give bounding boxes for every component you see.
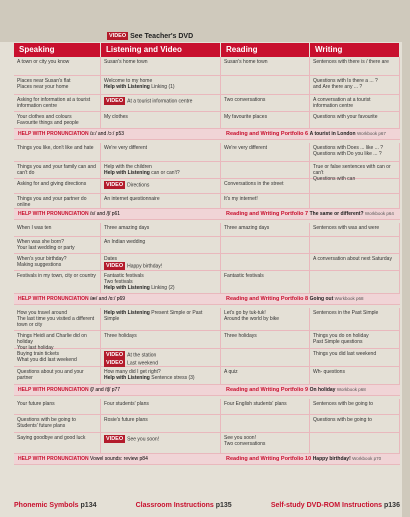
contents-table xyxy=(14,43,400,468)
cell-writing: Questions with be going to xyxy=(310,415,400,432)
pronunciation-note: HELP WITH PRONUNCIATION /æ/ and /ɑː/ p69 xyxy=(18,296,126,302)
video-note xyxy=(107,32,193,40)
cell-speaking: Your future plans xyxy=(14,399,101,414)
cell-writing xyxy=(310,237,400,253)
header-listening: Listening and Video xyxy=(101,43,221,57)
table-row xyxy=(14,415,400,433)
header-writing: Writing xyxy=(310,43,400,57)
cell-listening: An Indian wedding xyxy=(101,237,221,253)
cell-reading: Four English students' plans xyxy=(221,399,310,414)
cell-listening: My clothes xyxy=(101,112,221,128)
footer-phonemic[interactable]: Phonemic Symbols p134 xyxy=(14,502,97,509)
cell-listening: Welcome to my home Help with Listening Linking (1) xyxy=(101,76,221,94)
cell-listening: Three holidays xyxy=(101,331,221,348)
cell-listening: VIDEO At the station VIDEO Last weekend xyxy=(101,349,221,366)
cell-writing: Wh- questions xyxy=(310,367,400,384)
cell-listening: Dates VIDEO Happy birthday! xyxy=(101,254,221,270)
cell-listening: VIDEO At a tourist information centre xyxy=(101,95,221,111)
cell-writing: Questions with Is there a ... ? and Are there any ... ? xyxy=(310,76,400,94)
pronunciation-note: HELP WITH PRONUNCIATION /s/ and /ʃ/ p61 xyxy=(18,211,121,217)
portfolio-note: Reading and Writing Portfolio 8 Going out Workbook p68 xyxy=(226,296,364,302)
video-note-text: See Teacher's DVD xyxy=(130,32,194,40)
video-tag: VIDEO xyxy=(106,360,124,366)
portfolio-note: Reading and Writing Portfolio 6 A tourist in London Workbook p67 xyxy=(226,131,386,137)
cell-reading: My favourite places xyxy=(221,112,310,128)
table-row xyxy=(14,179,400,194)
cell-listening: Rosie's future plans xyxy=(101,415,221,432)
table-row xyxy=(14,367,400,385)
footer-classroom[interactable]: Classroom Instructions p135 xyxy=(135,502,232,509)
unit-summary-band xyxy=(14,129,400,140)
cell-writing: Sentences with be going to xyxy=(310,399,400,414)
cell-reading: See you soon! Two conversations xyxy=(221,433,310,453)
cell-speaking: Questions about you and your partner xyxy=(14,367,101,384)
cell-writing: A conversation at a tourist information centre xyxy=(310,95,400,111)
table-row xyxy=(14,143,400,162)
table-row xyxy=(14,271,400,294)
cell-reading: We're very different xyxy=(221,143,310,161)
cell-writing: A conversation about next Saturday xyxy=(310,254,400,270)
pronunciation-note: HELP WITH PRONUNCIATION Vowel sounds: review p84 xyxy=(18,456,148,462)
cell-listening: VIDEO See you soon! xyxy=(101,433,221,453)
pronunciation-note: HELP WITH PRONUNCIATION /ɜː/ and /ɔː/ p53 xyxy=(18,131,125,137)
cell-listening: Four students' plans xyxy=(101,399,221,414)
cell-listening: How many did I get right? Help with Listening Sentence stress (3) xyxy=(101,367,221,384)
cell-listening: Susan's home town xyxy=(101,57,221,75)
cell-speaking: Things you and your family can and can't do xyxy=(14,162,101,178)
cell-speaking: Questions with be going to Students' future plans xyxy=(14,415,101,432)
cell-reading xyxy=(221,415,310,432)
cell-writing: Things you do on holiday Past Simple questions xyxy=(310,331,400,348)
table-body xyxy=(14,57,400,468)
table-row xyxy=(14,331,400,349)
cell-reading xyxy=(221,237,310,253)
table-row xyxy=(14,433,400,454)
cell-listening: Fantastic festivals Two festivals Help with Listening Linking (2) xyxy=(101,271,221,293)
header-reading: Reading xyxy=(221,43,310,57)
cell-reading xyxy=(221,76,310,94)
cell-reading: Conversations in the street xyxy=(221,179,310,193)
cell-reading: Two conversations xyxy=(221,95,310,111)
cell-speaking: When's your birthday? Making suggestions xyxy=(14,254,101,270)
cell-speaking: Festivals in my town, city or country xyxy=(14,271,101,293)
video-tag: VIDEO xyxy=(106,182,124,188)
table-row xyxy=(14,76,400,95)
video-tag: VIDEO xyxy=(106,98,124,104)
page-edge xyxy=(402,0,410,517)
cell-writing xyxy=(310,271,400,293)
unit-summary-band xyxy=(14,294,400,305)
table-row xyxy=(14,308,400,331)
cell-writing: Sentences with was and were xyxy=(310,223,400,236)
cell-writing xyxy=(310,433,400,453)
page-header-band xyxy=(0,0,410,42)
portfolio-note: Reading and Writing Portfolio 9 On holiday Workbook p68 xyxy=(226,387,366,393)
unit-summary-band xyxy=(14,454,400,465)
cell-speaking: Asking for and giving directions xyxy=(14,179,101,193)
cell-speaking: Your clothes and colours Favourite things and people xyxy=(14,112,101,128)
table-row xyxy=(14,349,400,367)
cell-speaking: Saying goodbye and good luck xyxy=(14,433,101,453)
table-row xyxy=(14,95,400,112)
cell-speaking: Things you and your partner do online xyxy=(14,194,101,208)
unit-summary-band xyxy=(14,209,400,220)
cell-speaking: How you travel around The last time you visited a different town or city xyxy=(14,308,101,330)
cell-reading xyxy=(221,162,310,178)
cell-writing xyxy=(310,194,400,208)
cell-speaking: Things you like, don't like and hate xyxy=(14,143,101,161)
cell-reading: Susan's home town xyxy=(221,57,310,75)
footer-dvd[interactable]: Self-study DVD-ROM Instructions p136 xyxy=(270,502,400,509)
video-tag: VIDEO xyxy=(106,436,124,442)
footer xyxy=(14,502,400,509)
cell-reading: Let's go by tuk-tuk! Around the world by bike xyxy=(221,308,310,330)
cell-speaking: When was she born? Your last wedding or party xyxy=(14,237,101,253)
cell-writing: Sentences with there is / there are xyxy=(310,57,400,75)
cell-writing: Things you did last weekend xyxy=(310,349,400,366)
cell-reading: Three amazing days xyxy=(221,223,310,236)
table-row xyxy=(14,223,400,237)
portfolio-note: Reading and Writing Portfolio 10 Happy birthday! Workbook p70 xyxy=(226,456,382,462)
cell-writing xyxy=(310,179,400,193)
cell-listening: We're very different xyxy=(101,143,221,161)
cell-listening: VIDEO Directions xyxy=(101,179,221,193)
cell-writing: True or false sentences with can or can't Questions with can xyxy=(310,162,400,178)
table-row xyxy=(14,254,400,271)
table-row xyxy=(14,194,400,209)
cell-reading xyxy=(221,254,310,270)
cell-listening: Help with the children Help with Listening can or can't? xyxy=(101,162,221,178)
table-header xyxy=(14,43,400,57)
table-row xyxy=(14,162,400,182)
portfolio-note: Reading and Writing Portfolio 7 The same or different? Workbook p64 xyxy=(226,211,394,217)
cell-writing: Sentences in the Past Simple xyxy=(310,308,400,330)
cell-speaking: Asking for information at a tourist information centre xyxy=(14,95,101,111)
video-tag: VIDEO xyxy=(106,263,124,269)
cell-writing: Questions with Does ... like ... ? Questions with Do you like ... ? xyxy=(310,143,400,161)
table-row xyxy=(14,399,400,415)
cell-speaking: Buying train tickets What you did last weekend xyxy=(14,349,101,366)
cell-reading: Fantastic festivals xyxy=(221,271,310,293)
cell-listening: Help with Listening Present Simple or Past Simple xyxy=(101,308,221,330)
video-tag: VIDEO xyxy=(106,352,124,358)
unit-summary-band xyxy=(14,385,400,396)
table-row xyxy=(14,57,400,76)
cell-speaking: When I was ten xyxy=(14,223,101,236)
cell-reading: It's my internet! xyxy=(221,194,310,208)
pronunciation-note: HELP WITH PRONUNCIATION /ʃ/ and /tʃ/ p77 xyxy=(18,387,121,393)
cell-reading: A quiz xyxy=(221,367,310,384)
cell-speaking: A town or city you know xyxy=(14,57,101,75)
table-row xyxy=(14,112,400,129)
cell-writing: Questions with your favourite xyxy=(310,112,400,128)
table-row xyxy=(14,237,400,254)
cell-speaking: Places near Susan's flat Places near your home xyxy=(14,76,101,94)
cell-listening: An internet questionnaire xyxy=(101,194,221,208)
cell-speaking: Things Heidi and Charlie did on holiday Your last holiday xyxy=(14,331,101,348)
cell-reading: Three holidays xyxy=(221,331,310,348)
cell-reading xyxy=(221,349,310,366)
video-tag: VIDEO xyxy=(109,33,127,39)
cell-listening: Three amazing days xyxy=(101,223,221,236)
header-speaking: Speaking xyxy=(14,43,101,57)
